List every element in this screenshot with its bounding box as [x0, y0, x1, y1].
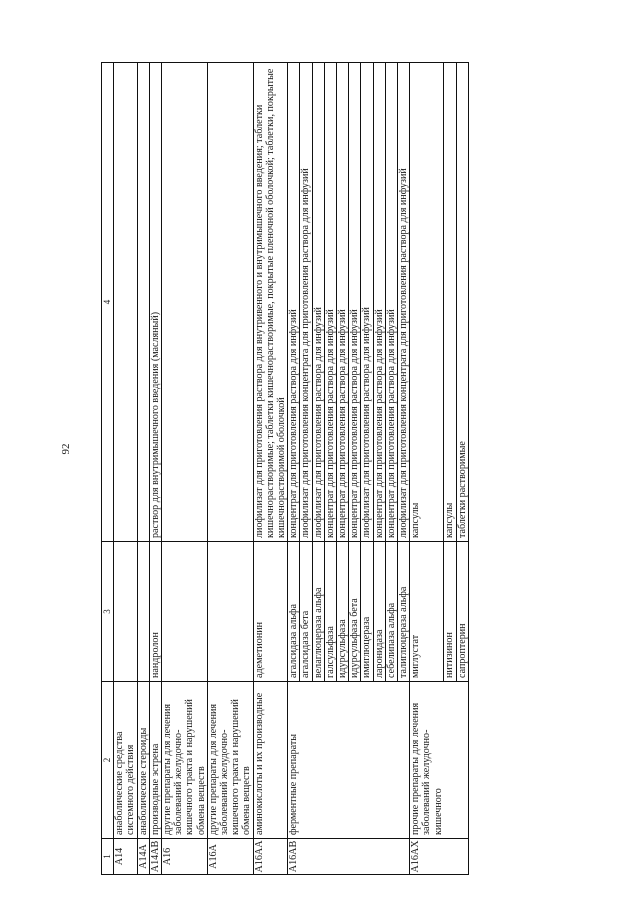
atc-code: А16АХ [410, 839, 444, 875]
group-name [398, 682, 410, 839]
dosage-form: лиофилизат для приготовления концентрата для приготовления раствора для инфузий [300, 63, 312, 542]
dosage-form: таблетки растворимые [456, 63, 468, 542]
header-col-4: 4 [102, 63, 114, 542]
table-row [456, 63, 468, 875]
rotated-table-container [101, 63, 611, 875]
drug-name: имиглюцераза [361, 542, 373, 682]
header-col-3: 3 [102, 542, 114, 682]
table-row [162, 63, 208, 875]
table-row [114, 63, 137, 875]
drug-name: агалсидаза бета [300, 542, 312, 682]
table-row [361, 63, 373, 875]
drug-name: велаглюцераза альфа [312, 542, 324, 682]
group-name: ферментные препараты [288, 682, 300, 839]
atc-code [312, 839, 324, 875]
table-row [312, 63, 324, 875]
dosage-form: концентрат для приготовления раствора для инфузий [324, 63, 336, 542]
group-name: производные эстрена [149, 682, 161, 839]
drug-table [101, 62, 469, 875]
atc-code [456, 839, 468, 875]
group-name: анаболические стероиды [137, 682, 149, 839]
atc-code [349, 839, 361, 875]
dosage-form: концентрат для приготовления раствора для инфузий [288, 63, 300, 542]
table-row [398, 63, 410, 875]
group-name [337, 682, 349, 839]
group-name: другие препараты для лечения заболеваний желудочно-кишечного тракта и нарушений обмена веществ [207, 682, 253, 839]
group-name [312, 682, 324, 839]
table-row [385, 63, 397, 875]
group-name [361, 682, 373, 839]
drug-name [162, 542, 208, 682]
table-row [324, 63, 336, 875]
dosage-form: концентрат для приготовления раствора для инфузий [385, 63, 397, 542]
dosage-form [162, 63, 208, 542]
atc-code: А14 [114, 839, 137, 875]
dosage-form: раствор для внутримышечного введения (масляный) [149, 63, 161, 542]
group-name: аминокислоты и их производные [253, 682, 288, 839]
atc-code: А16 [162, 839, 208, 875]
group-name [300, 682, 312, 839]
atc-code [444, 839, 456, 875]
drug-name: идурсульфаза [337, 542, 349, 682]
atc-code [337, 839, 349, 875]
table-header-row [102, 63, 114, 875]
table-row [349, 63, 361, 875]
atc-code [398, 839, 410, 875]
drug-name: себелипаза альфа [385, 542, 397, 682]
drug-name: миглустат [410, 542, 444, 682]
table-body [114, 63, 469, 875]
atc-code: А14А [137, 839, 149, 875]
group-name [444, 682, 456, 839]
drug-name: адеметионин [253, 542, 288, 682]
group-name [385, 682, 397, 839]
table-row [373, 63, 385, 875]
header-col-2: 2 [102, 682, 114, 839]
dosage-form: лиофилизат для приготовления раствора для инфузий [312, 63, 324, 542]
group-name: прочие препараты для лечения заболеваний желудочно-кишечного [410, 682, 444, 839]
table-row [137, 63, 149, 875]
dosage-form: концентрат для приготовления раствора для инфузий [349, 63, 361, 542]
atc-code: А16АА [253, 839, 288, 875]
group-name: анаболические средства системного действия [114, 682, 137, 839]
page-number: 92 [60, 443, 72, 455]
group-name [456, 682, 468, 839]
table-row [410, 63, 444, 875]
table-row [149, 63, 161, 875]
drug-name: агалсидаза альфа [288, 542, 300, 682]
drug-name: ларонидаза [373, 542, 385, 682]
drug-name: галсульфаза [324, 542, 336, 682]
dosage-form [114, 63, 137, 542]
dosage-form: концентрат для приготовления раствора для инфузий [373, 63, 385, 542]
dosage-form: концентрат для приготовления раствора для инфузий [337, 63, 349, 542]
drug-name: нитизинон [444, 542, 456, 682]
dosage-form [207, 63, 253, 542]
table-row [300, 63, 312, 875]
drug-name: нандролон [149, 542, 161, 682]
table-row [444, 63, 456, 875]
dosage-form [137, 63, 149, 542]
atc-code: А16АВ [288, 839, 300, 875]
group-name [324, 682, 336, 839]
table-row [253, 63, 288, 875]
table-row [337, 63, 349, 875]
dosage-form: лиофилизат для приготовления раствора для внутривенного и внутримышечного введения; таблетки кишечнорастворимые; таблетки кишечнорастворимые, покрытые пленочной оболочкой; таблетки, покрытые кишечнорастворимой оболочкой [253, 63, 288, 542]
atc-code: А16А [207, 839, 253, 875]
table-row [288, 63, 300, 875]
dosage-form: капсулы [410, 63, 444, 542]
drug-name [207, 542, 253, 682]
drug-name: сапроптерин [456, 542, 468, 682]
group-name [373, 682, 385, 839]
dosage-form: лиофилизат для приготовления концентрата для приготовления раствора для инфузий [398, 63, 410, 542]
dosage-form: лиофилизат для приготовления раствора для инфузий [361, 63, 373, 542]
atc-code [324, 839, 336, 875]
atc-code [361, 839, 373, 875]
table-row [207, 63, 253, 875]
drug-name: талиглюцераза альфа [398, 542, 410, 682]
group-name [349, 682, 361, 839]
atc-code: А14АВ [149, 839, 161, 875]
atc-code [300, 839, 312, 875]
header-col-1: 1 [102, 839, 114, 875]
atc-code [385, 839, 397, 875]
dosage-form: капсулы [444, 63, 456, 542]
drug-name [114, 542, 137, 682]
drug-name: идурсульфаза бета [349, 542, 361, 682]
drug-name [137, 542, 149, 682]
atc-code [373, 839, 385, 875]
group-name: другие препараты для лечения заболеваний желудочно-кишечного тракта и нарушений обмена веществ [162, 682, 208, 839]
